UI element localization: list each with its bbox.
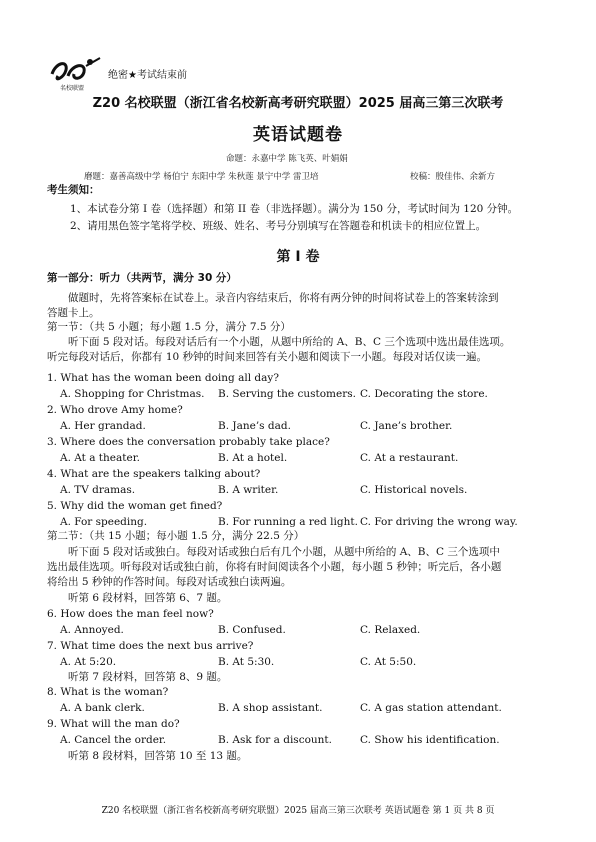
option-b: B. At 5:30. bbox=[218, 656, 275, 668]
exam-title: Z20 名校联盟（浙江省名校新高考研究联盟）2025 届高三第三次联考 bbox=[92, 96, 504, 111]
option-a: A. Shopping for Christmas. bbox=[60, 388, 205, 400]
part1-intro: 答题卡上。 bbox=[47, 307, 100, 319]
option-a: A. TV dramas. bbox=[60, 484, 136, 496]
notice-item: 2、请用黑色签字笔将学校、班级、姓名、考号分别填写在答题卷和机读卡的相应位置上。 bbox=[70, 220, 487, 232]
option-c: C. Jane’s brother. bbox=[360, 420, 453, 432]
section2-intro: 选出最佳选项。听每段对话或独白前，你将有时间阅读各个小题，每小题 5 秒钟；听完后，各小题 bbox=[47, 561, 502, 573]
notice-heading: 考生须知： bbox=[47, 184, 100, 196]
option-a: A. Cancel the order. bbox=[60, 734, 167, 746]
option-b: B. Serving the customers. bbox=[218, 388, 356, 400]
page-footer: Z20 名校联盟（浙江省名校新高考研究联盟）2025 届高三第三次联考 英语试题卷 第 1 页 共 8 页 bbox=[101, 806, 495, 816]
option-a: A. Annoyed. bbox=[60, 624, 124, 636]
question-text: 4. What are the speakers talking about? bbox=[47, 468, 261, 480]
question-text: 9. What will the man do? bbox=[47, 718, 180, 730]
section2-intro: 听下面 5 段对话或独白。每段对话或独白后有几个小题，从题中所给的 A、B、C 三个选项中 bbox=[68, 546, 500, 558]
option-b: B. Confused. bbox=[218, 624, 286, 636]
option-c: C. At a restaurant. bbox=[360, 452, 459, 464]
secret-notice: 绝密★考试结束前 bbox=[108, 70, 187, 81]
option-b: B. A shop assistant. bbox=[218, 702, 323, 714]
logo-text: 名校联盟 bbox=[60, 85, 85, 92]
option-a: A. At 5:20. bbox=[60, 656, 117, 668]
question-text: 5. Why did the woman get fined? bbox=[47, 500, 223, 512]
question-text: 2. Who drove Amy home? bbox=[47, 404, 183, 416]
proofreaders: 校稿：殷佳伟、余新方 bbox=[410, 172, 496, 182]
option-a: A. At a theater. bbox=[60, 452, 140, 464]
question-text: 6. How does the man feel now? bbox=[47, 608, 214, 620]
option-b: B. At a hotel. bbox=[218, 452, 288, 464]
reviewers: 磨题：嘉善高级中学 杨伯宁 东阳中学 朱秋莲 景宁中学 雷卫培 bbox=[84, 172, 319, 182]
league-logo bbox=[46, 52, 108, 92]
option-b: B. Jane’s dad. bbox=[218, 420, 291, 432]
listen-instruction: 听第 8 段材料，回答第 10 至 13 题。 bbox=[68, 750, 248, 762]
option-c: C. Show his identification. bbox=[360, 734, 500, 746]
option-c: C. For driving the wrong way. bbox=[360, 516, 518, 528]
option-c: C. A gas station attendant. bbox=[360, 702, 502, 714]
option-b: B. A writer. bbox=[218, 484, 279, 496]
section1-intro: 听下面 5 段对话。每段对话后有一个小题，从题中所给的 A、B、C 三个选项中选出最佳选项。 bbox=[68, 336, 511, 348]
option-c: C. Historical novels. bbox=[360, 484, 468, 496]
section1-intro: 听完每段对话后，你都有 10 秒钟的时间来回答有关小题和阅读下一小题。每段对话仅读一遍。 bbox=[47, 351, 488, 363]
notice-item: 1、本试卷分第 I 卷（选择题）和第 II 卷（非选择题）。满分为 150 分，考试时间为 120 分钟。 bbox=[70, 203, 519, 215]
volume-title: 第 I 卷 bbox=[276, 249, 320, 265]
question-text: 1. What has the woman been doing all day? bbox=[47, 372, 279, 384]
question-text: 3. Where does the conversation probably take place? bbox=[47, 436, 330, 448]
option-b: B. For running a red light. bbox=[218, 516, 358, 528]
part1-heading: 第一部分：听力（共两节，满分 30 分） bbox=[47, 272, 237, 284]
option-c: C. Decorating the store. bbox=[360, 388, 488, 400]
option-b: B. Ask for a discount. bbox=[218, 734, 332, 746]
section2-intro: 将给出 5 秒钟的作答时间。每段对话或独白读两遍。 bbox=[47, 576, 292, 588]
option-a: A. For speeding. bbox=[60, 516, 148, 528]
subject-title: 英语试题卷 bbox=[253, 125, 343, 145]
option-a: A. A bank clerk. bbox=[60, 702, 145, 714]
setters: 命题：永嘉中学 陈飞英、叶娟娟 bbox=[226, 154, 348, 164]
listen-instruction: 听第 7 段材料，回答第 8、9 题。 bbox=[68, 671, 228, 683]
part1-intro: 做题时，先将答案标在试卷上。录音内容结束后，你将有两分钟的时间将试卷上的答案转涂到 bbox=[68, 292, 499, 304]
listen-instruction: 听第 6 段材料，回答第 6、7 题。 bbox=[68, 592, 228, 604]
question-text: 8. What is the woman? bbox=[47, 686, 169, 698]
option-a: A. Her grandad. bbox=[60, 420, 146, 432]
section2-heading: 第二节：（共 15 小题；每小题 1.5 分，满分 22.5 分） bbox=[47, 530, 305, 542]
option-c: C. At 5:50. bbox=[360, 656, 417, 668]
option-c: C. Relaxed. bbox=[360, 624, 421, 636]
section1-heading: 第一节：（共 5 小题；每小题 1.5 分，满分 7.5 分） bbox=[47, 321, 291, 333]
question-text: 7. What time does the next bus arrive? bbox=[47, 640, 254, 652]
